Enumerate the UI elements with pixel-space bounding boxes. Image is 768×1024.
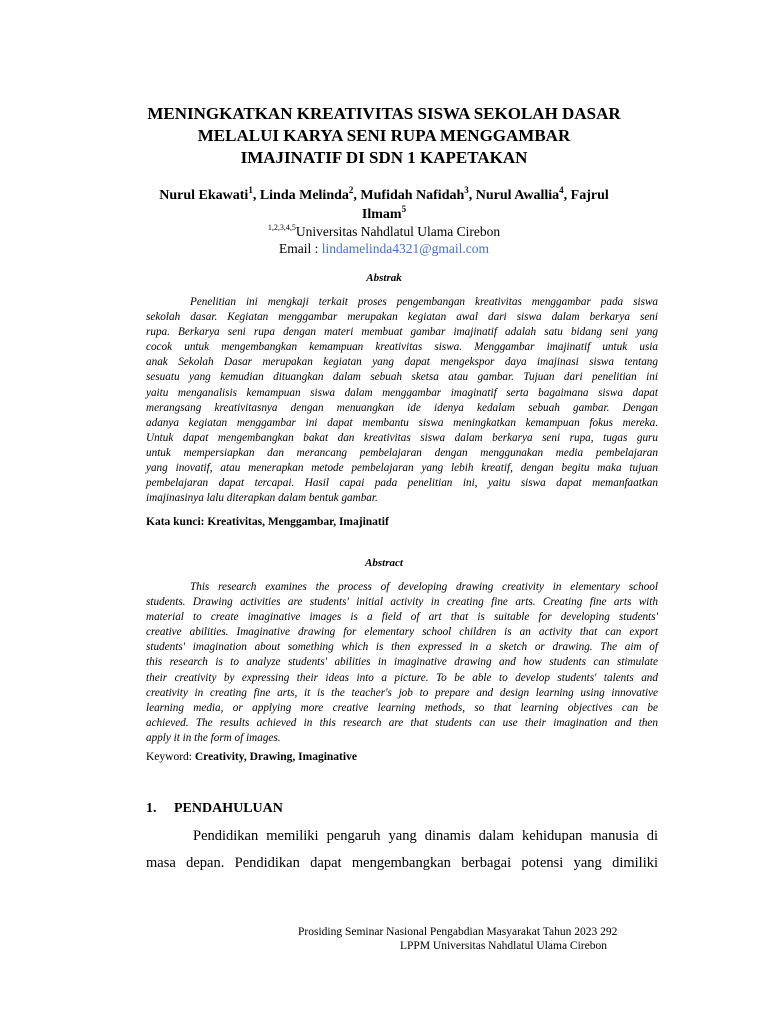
title-line: MELALUI KARYA SENI RUPA MENGGAMBAR — [197, 126, 571, 145]
author-list: Nurul Ekawati$^1$, Linda Melinda$^2$, Mufidah Nafidah$^3$, Nurul Awallia$^4$, Fajrul Ilmam$^5$ — [159, 185, 609, 222]
keyword-colon: : — [188, 751, 192, 763]
abstrak-line: Penelitian ini mengkaji terkait proses pengembangan kreativitas menggambar pada siswa — [190, 296, 658, 308]
abstrak-body — [146, 295, 658, 506]
author-name: Fajrul — [570, 188, 609, 203]
email-link[interactable]: lindamelinda4321@gmail.com — [321, 241, 490, 256]
author-name: Nurul Ekawati — [159, 188, 249, 203]
abstrak-line: untuk mempersiapkan dan merancang pembelajaran dengan menggunakan media pembelajaran — [146, 446, 658, 459]
paragraph-line: masa depan. Pendidikan dapat mengembangkan berbagai potensi yang dimiliki — [146, 855, 658, 871]
kata-kunci-values: Kreativitas, Menggambar, Imajinatif — [207, 516, 389, 528]
abstract-line: creativity in creating fine arts, it is the teacher's job to prepare and design learning using innovative — [146, 686, 658, 699]
abstract-line: students. Drawing activities are students' initial activity in creating fine arts. Creating fine arts with — [146, 596, 658, 609]
abstrak-line: imajinasinya lalu diterapkan dalam bentuk gambar. — [146, 492, 378, 505]
author-superscript: 4 — [559, 185, 564, 195]
title-line: IMAJINATIF DI SDN 1 KAPETAKAN — [240, 148, 528, 167]
author-name: Nurul Awallia — [475, 188, 560, 203]
paragraph-line: Pendidikan memiliki pengaruh yang dinamis dalam kehidupan manusia di — [193, 828, 658, 844]
section-number: 1. — [146, 801, 157, 816]
abstract-line: apply it in the form of images. — [146, 731, 281, 744]
author-name: Mufidah Nafidah — [360, 188, 465, 203]
body-paragraph — [146, 823, 658, 877]
section-heading — [146, 801, 283, 817]
affiliation — [130, 223, 638, 240]
abstract-heading: Abstract — [365, 557, 403, 569]
abstrak-line: anak Sekolah Dasar merupakan kegiatan yang dapat mengekspor daya imajinasi siswa tentang — [146, 356, 658, 369]
abstrak-line: Untuk dapat mengembangkan bakat dan kreativitas siswa dalam berkarya seni rupa, tugas guru — [146, 431, 658, 444]
abstract-line: their creativity by expressing their ideas into a picture. To be able to develop students' talents and — [146, 671, 658, 684]
affiliation-superscript: 1,2,3,4,5 — [267, 223, 296, 232]
keyword-line — [146, 751, 658, 763]
section-title: PENDAHULUAN — [174, 801, 283, 816]
abstrak-line: merangsang kreativitasnya dengan menuangkan ide idenya kedalam sebuah gambar. Dengan — [146, 401, 658, 414]
abstract-line: creative abilities. Imaginative drawing for elementary school children is an activity that can export — [146, 626, 658, 639]
abstrak-line: adanya kegiatan menggambar ini dapat membantu siswa meningkatkan kemampuan fokus mereka. — [146, 416, 658, 429]
email-label: Email : — [278, 241, 322, 256]
author-name: Ilmam — [361, 207, 402, 222]
email-line — [130, 240, 638, 257]
abstrak-line: rupa. Berkarya seni rupa dengan materi membuat gambar imajinatif adalah satu bidang seni yang — [146, 326, 658, 339]
abstrak-heading: Abstrak — [366, 272, 402, 284]
abstract-body — [146, 580, 658, 746]
abstrak-line: yang inovatif, atau menerapkan metode pembelajaran yang lebih kreatif, dengan begitu maka tujuan — [146, 462, 658, 475]
author-superscript: 1 — [248, 185, 253, 195]
author-superscript: 5 — [401, 204, 407, 214]
abstrak-line: yaitu menganalisis kemampuan siswa dalam menggambar imaginatif serta bagaimana siswa dapat — [146, 386, 658, 399]
author-name: Linda Melinda — [259, 188, 349, 203]
abstract-line: achieved. The results achieved in this research are that students can use their imagination and then — [146, 716, 658, 729]
page-number: 292 — [600, 926, 618, 938]
page-footer — [298, 925, 662, 953]
abstract-line: material to create imaginative images is a field of art that is suitable for developing students' — [146, 611, 658, 624]
abstrak-line: sesuatu yang kemudian dituangkan dalam sebuah sketsa atau gambar. Tujuan dari penelitian ini — [146, 371, 658, 384]
abstrak-line: sekolah dasar. Kegiatan menggambar merupakan kegiatan awal dari siswa dalam berkarya seni — [146, 311, 658, 324]
author-superscript: 2 — [348, 185, 354, 195]
abstract-line: This research examines the process of developing drawing creativity in elementary school — [190, 581, 658, 593]
keyword-values: Creativity, Drawing, Imaginative — [194, 751, 357, 763]
abstract-line: learning media, or applying more creative learning methods, so that learning objectives can be — [146, 701, 658, 714]
paper-title — [120, 103, 648, 169]
abstrak-line: pembelajaran dapat tercapai. Hasil capai pada penelitian ini, yaitu siswa dapat memanfaatkan — [146, 477, 658, 490]
footer-publisher: LPPM Universitas Nahdlatul Ulama Cirebon — [400, 940, 607, 952]
keyword-label: Keyword — [146, 751, 189, 763]
abstract-line: this research is to analyze students' abilities in imaginative drawing and how students can stimulate — [146, 656, 658, 669]
affiliation-name: Universitas Nahdlatul Ulama Cirebon — [295, 224, 501, 239]
kata-kunci-label: Kata kunci: — [146, 516, 205, 528]
footer-proceedings: Prosiding Seminar Nasional Pengabdian Masyarakat Tahun 2023 — [298, 926, 598, 938]
author-superscript: 3 — [464, 185, 469, 195]
abstrak-line: cocok untuk mengembangkan kemampuan kreativitas siswa. Menggambar imajinatif untuk usia — [146, 341, 658, 354]
kata-kunci — [146, 516, 658, 528]
title-line: MENINGKATKAN KREATIVITAS SISWA SEKOLAH DASAR — [147, 104, 621, 123]
abstract-line: students' imagination about something which is then expressed in a sketch or drawing. The aim of — [146, 641, 658, 654]
